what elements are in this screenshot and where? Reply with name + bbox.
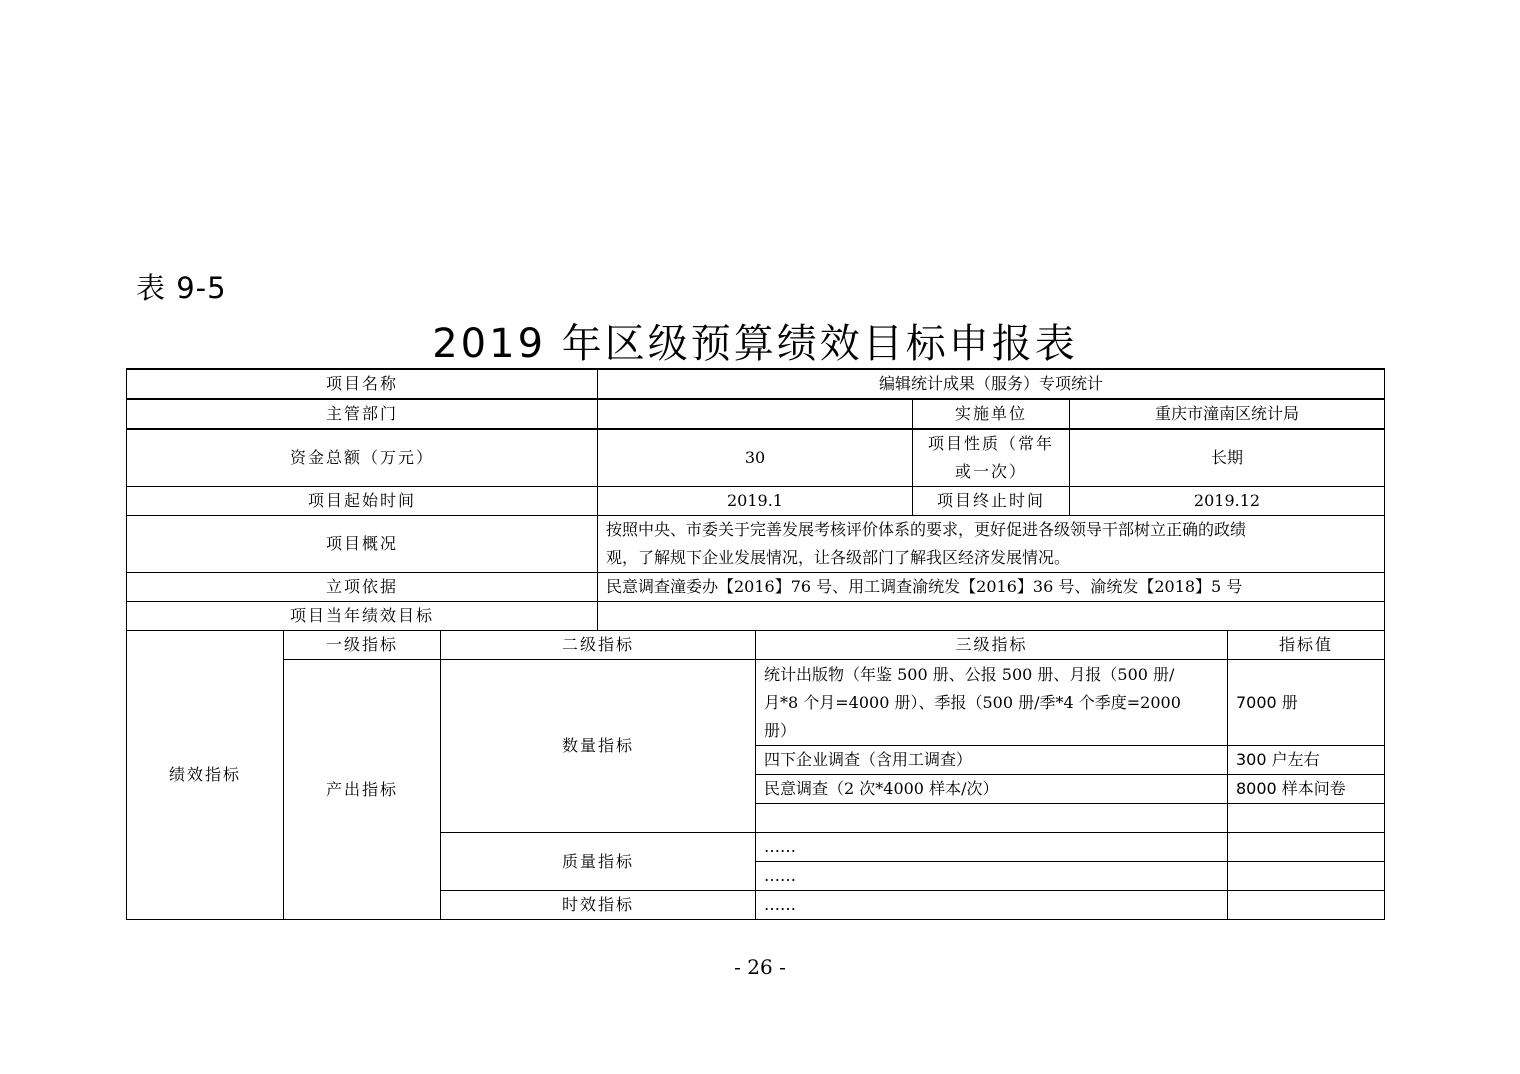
overview-value <box>598 516 1385 573</box>
indicator-row: …… <box>756 862 1228 891</box>
impl-unit-value: 重庆市潼南区统计局 <box>1070 399 1385 429</box>
indicator-value <box>1228 804 1385 833</box>
indicator-value: 8000 样本问卷 <box>1228 775 1385 804</box>
overview-line2: 观，了解规下企业发展情况，让各级部门了解我区经济发展情况。 <box>606 548 1071 567</box>
project-name-value: 编辑统计成果（服务）专项统计 <box>598 369 1385 399</box>
indicator-line: 统计出版物（年鉴 500 册、公报 500 册、月报（500 册/ <box>764 664 1175 684</box>
indicator-value <box>1228 862 1385 891</box>
output-indicator-label: 产出指标 <box>284 660 441 920</box>
dept-label: 主管部门 <box>127 399 598 429</box>
indicator-line: 册） <box>764 720 797 740</box>
overview-label: 项目概况 <box>127 516 598 573</box>
table-number-label: 表 9-5 <box>136 271 227 305</box>
nature-label-line2: 或一次） <box>954 462 1027 481</box>
document-title: 2019 年区级预算绩效目标申报表 <box>432 321 1078 367</box>
level2-header: 二级指标 <box>441 631 756 660</box>
indicator-row: …… <box>756 891 1228 920</box>
basis-label: 立项依据 <box>127 573 598 602</box>
page-number: - 26 - <box>734 955 786 979</box>
budget-performance-table <box>126 368 1385 920</box>
indicator-row: …… <box>756 833 1228 862</box>
performance-indicators-label: 绩效指标 <box>127 631 284 920</box>
end-time-label: 项目终止时间 <box>913 487 1070 516</box>
indicator-row: 四下企业调查（含用工调查） <box>756 746 1228 775</box>
dept-value <box>598 399 913 429</box>
fund-value: 30 <box>598 429 913 487</box>
indicator-row: 民意调查（2 次*4000 样本/次） <box>756 775 1228 804</box>
indicator-line: 月*8 个月=4000 册）、季报（500 册/季*4 个季度=2000 <box>764 692 1181 712</box>
nature-value: 长期 <box>1070 429 1385 487</box>
value-header: 指标值 <box>1228 631 1385 660</box>
indicator-row <box>756 804 1228 833</box>
indicator-value <box>1228 833 1385 862</box>
nature-label <box>913 429 1070 487</box>
basis-value: 民意调查潼委办【2016】76 号、用工调查渝统发【2016】36 号、渝统发【2018】5 号 <box>598 573 1385 602</box>
project-name-label: 项目名称 <box>127 369 598 399</box>
indicator-row <box>756 660 1228 746</box>
start-time-label: 项目起始时间 <box>127 487 598 516</box>
level3-header: 三级指标 <box>756 631 1228 660</box>
level1-header: 一级指标 <box>284 631 441 660</box>
quantity-indicator-label: 数量指标 <box>441 660 756 833</box>
nature-label-line1: 项目性质（常年 <box>927 434 1054 453</box>
impl-unit-label: 实施单位 <box>913 399 1070 429</box>
annual-goal-label: 项目当年绩效目标 <box>127 602 598 631</box>
timeliness-indicator-label: 时效指标 <box>441 891 756 920</box>
indicator-value <box>1228 891 1385 920</box>
indicator-value: 7000 册 <box>1228 660 1385 746</box>
overview-line1: 按照中央、市委关于完善发展考核评价体系的要求，更好促进各级领导干部树立正确的政绩 <box>606 520 1247 539</box>
fund-label: 资金总额（万元） <box>127 429 598 487</box>
annual-goal-value <box>598 602 1385 631</box>
start-time-value: 2019.1 <box>598 487 913 516</box>
end-time-value: 2019.12 <box>1070 487 1385 516</box>
quality-indicator-label: 质量指标 <box>441 833 756 891</box>
indicator-value: 300 户左右 <box>1228 746 1385 775</box>
